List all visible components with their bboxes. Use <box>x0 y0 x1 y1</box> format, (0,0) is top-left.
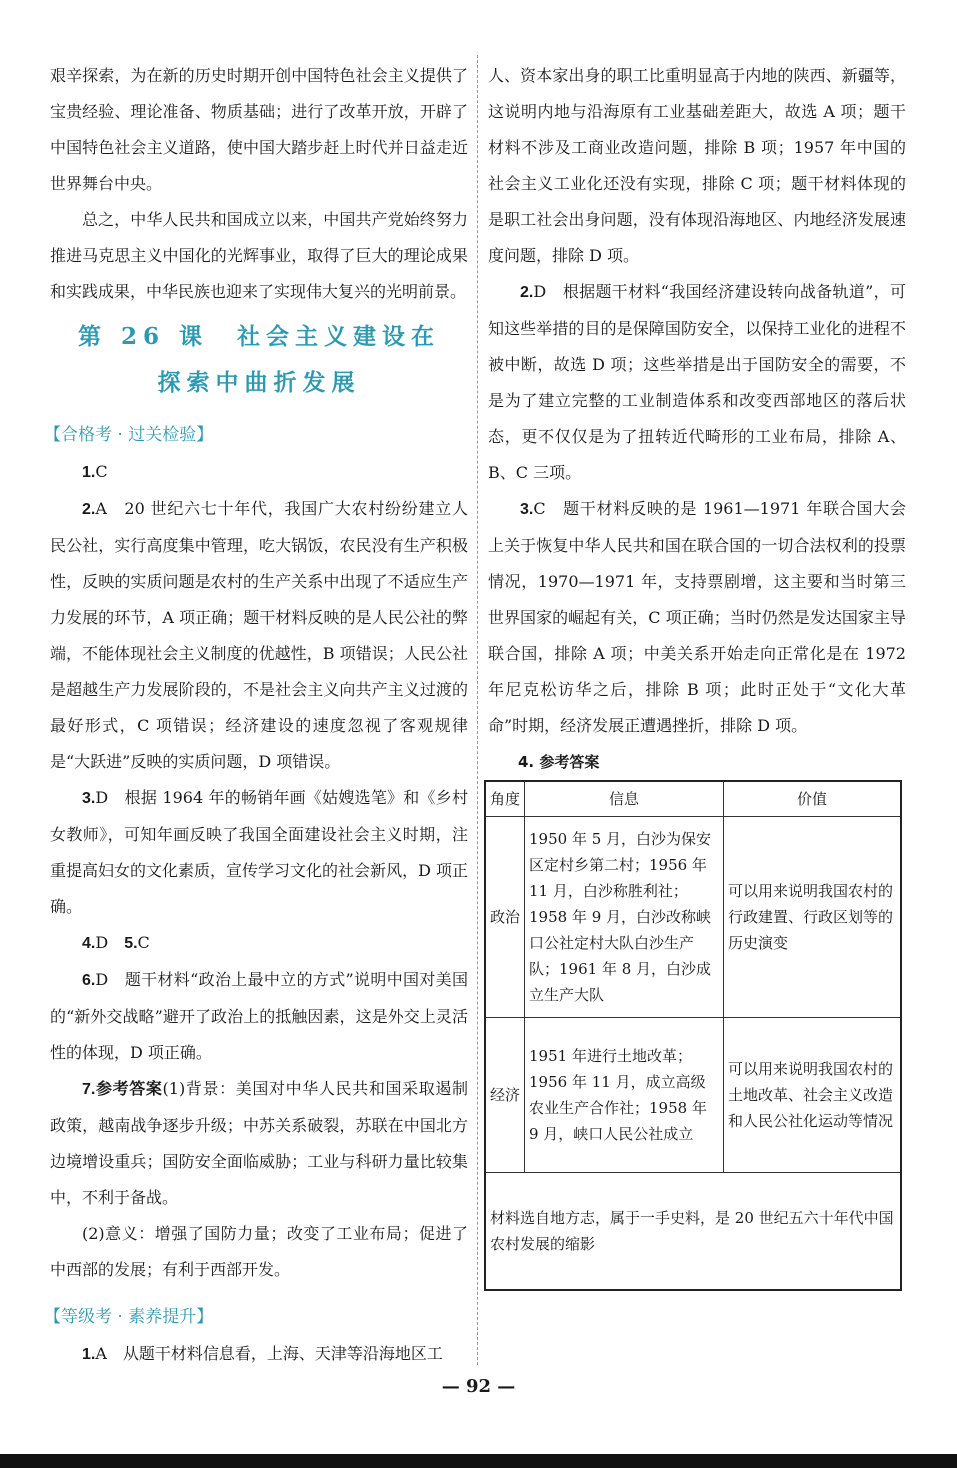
answer-3 <box>50 780 468 925</box>
page-number: — 92 — <box>441 1376 516 1397</box>
table-cell-info: 1950 年 5 月，白沙为保安区定村乡第二村；1956 年 11 月，白沙称胜利社；1958 年 9 月，白沙改称峡口公社定村大队白沙生产队；1961 年 8 月，白沙成立生产大队 <box>525 817 724 1018</box>
table-cell-info: 1951 年进行土地改革；1956 年 11 月，成立高级农业生产合作社；1958 年 9 月，峡口人民公社成立 <box>525 1018 724 1173</box>
answer-4-5 <box>50 925 468 962</box>
table-header-value: 价值 <box>724 781 902 817</box>
answer-text: C 题干材料反映的是 1961—1971 年联合国大会上关于恢复中华人民共和国在联合国的一切合法权利的投票情况，1970—1971 年，支持票剧增，这主要和当时第三世界国家的崛起有关，C 项正确；当时仍然是发达国家主导联合国，排除 A 项；中美关系开始走向正常化是在 1972 年尼克松访华之后，排除 B 项；此时正处于“文化大革命”时期，经济发展正遭遇挫折，排除 D 项。 <box>488 499 906 735</box>
right-column <box>488 58 906 1291</box>
section-heading-advanced: 【等级考 · 素养提升】 <box>44 1307 214 1327</box>
answer-2 <box>50 491 468 780</box>
intro-paragraph-2: 总之，中华人民共和国成立以来，中国共产党始终努力推进马克思主义中国化的光辉事业，取得了巨大的理论成果和实践成果，中华民族也迎来了实现伟大复兴的光明前景。 <box>50 210 468 301</box>
section-heading-basic: 【合格考 · 过关检验】 <box>44 425 214 445</box>
advanced-answer-1-continued: 人、资本家出身的职工比重明显高于内地的陕西、新疆等，这说明内地与沿海原有工业基础差距大，故选 A 项；题干材料不涉及工商业改造问题，排除 B 项；1957 年中国的社会主义工业化还没有实现，排除 C 项；题干材料体现的是职工社会出身问题，没有体现沿海地区、内地经济发展速度问题，排除 D 项。 <box>488 66 906 265</box>
table-header-angle: 角度 <box>485 781 525 817</box>
advanced-answer-4-label: 4. 参考答案 <box>518 753 600 771</box>
left-column <box>44 58 468 1373</box>
answer-text: D 根据题干材料“我国经济建设转向战备轨道”，可知这些举措的目的是保障国防安全，以保持工业化的进程不被中断，故选 D 项；这些举措是出于国防安全的需要，不是为了建立完整的工业制造体系和改变西部地区的落后状态，更不仅仅是为了扭转近代畸形的工业布局，排除 A、B、C 三项。 <box>488 282 906 482</box>
answer-6 <box>50 962 468 1071</box>
table-cell-angle: 政治 <box>485 817 525 1018</box>
answer-text: A 从题干材料信息看，上海、天津等沿海地区工 <box>95 1344 443 1363</box>
answer-number: 1. <box>82 464 96 481</box>
answer-table <box>484 780 902 1291</box>
answer-number: 5. <box>124 935 138 952</box>
table-row <box>485 1018 901 1173</box>
table-row <box>485 817 901 1018</box>
answer-7 <box>50 1071 468 1216</box>
table-cell-value: 可以用来说明我国农村的行政建置、行政区划等的历史演变 <box>724 817 902 1018</box>
answer-text: A 20 世纪六七十年代，我国广大农村纷纷建立人民公社，实行高度集中管理，吃大锅饭，农民没有生产积极性，反映的实质问题是农村的生产关系中出现了不适应生产力发展的环节，A 项正确；题干材料反映的是人民公社的弊端，不能体现社会主义制度的优越性，B 项错误；人民公社是超越生产力发展阶段的，不是社会主义向共产主义过渡的最好形式，C 项错误；经济建设的速度忽视了客观规律是“大跃进”反映的实质问题，D 项错误。 <box>50 499 468 771</box>
advanced-answer-3 <box>488 491 906 744</box>
table-cell-value: 可以用来说明我国农村的土地改革、社会主义改造和人民公社化运动等情况 <box>724 1018 902 1173</box>
answer-number: 3. <box>520 501 534 518</box>
answer-number: 3. <box>82 790 96 807</box>
table-header-row <box>485 781 901 817</box>
answer-heading: 参考答案 <box>95 1081 163 1098</box>
table-cell-angle: 经济 <box>485 1018 525 1173</box>
advanced-answer-1 <box>50 1336 468 1373</box>
answer-number: 7. <box>82 1081 96 1098</box>
lesson-title-line-2: 探索中曲折发展 <box>157 369 361 396</box>
table-header-info: 信息 <box>525 781 724 817</box>
table-note-row <box>485 1173 901 1291</box>
answer-text: D <box>95 933 109 952</box>
answer-text: C <box>95 462 108 481</box>
answer-1 <box>50 454 468 491</box>
answer-7-part-2: (2)意义：增强了国防力量；改变了工业布局；促进了中西部的发展；有利于西部开发。 <box>50 1224 468 1279</box>
lesson-title-line-1: 第 26 课 社会主义建设在 <box>77 323 441 350</box>
answer-text: D 题干材料“政治上最中立的方式”说明中国对美国的“新外交战略”避开了政治上的抵触因素，这是外交上灵活性的体现，D 项正确。 <box>50 970 468 1062</box>
column-divider <box>477 55 478 1365</box>
answer-number: 1. <box>82 1346 96 1363</box>
advanced-answer-2 <box>488 274 906 491</box>
table-note: 材料选自地方志，属于一手史料，是 20 世纪五六十年代中国农村发展的缩影 <box>485 1173 901 1291</box>
answer-number: 2. <box>82 501 96 518</box>
answer-text: D 根据 1964 年的畅销年画《姑嫂选笔》和《乡村女教师》，可知年画反映了我国全面建设社会主义时期，注重提高妇女的文化素质，宣传学习文化的社会新风，D 项正确。 <box>50 788 468 916</box>
answer-number: 2. <box>520 284 534 301</box>
answer-text: (1)背景：美国对中华人民共和国采取遏制政策，越南战争逐步升级；中苏关系破裂，苏联在中国北方边境增设重兵；国防安全面临威胁；工业与科研力量比较集中，不利于备战。 <box>50 1079 468 1207</box>
intro-paragraph-1: 艰辛探索，为在新的历史时期开创中国特色社会主义提供了宝贵经验、理论准备、物质基础；进行了改革开放，开辟了中国特色社会主义道路，使中国大踏步赶上时代并日益走近世界舞台中央。 <box>50 66 468 193</box>
lesson-title <box>50 314 468 406</box>
scan-bottom-edge <box>0 1454 957 1468</box>
answer-number: 4. <box>82 935 96 952</box>
answer-text: C <box>137 933 150 952</box>
answer-number: 6. <box>82 972 96 989</box>
